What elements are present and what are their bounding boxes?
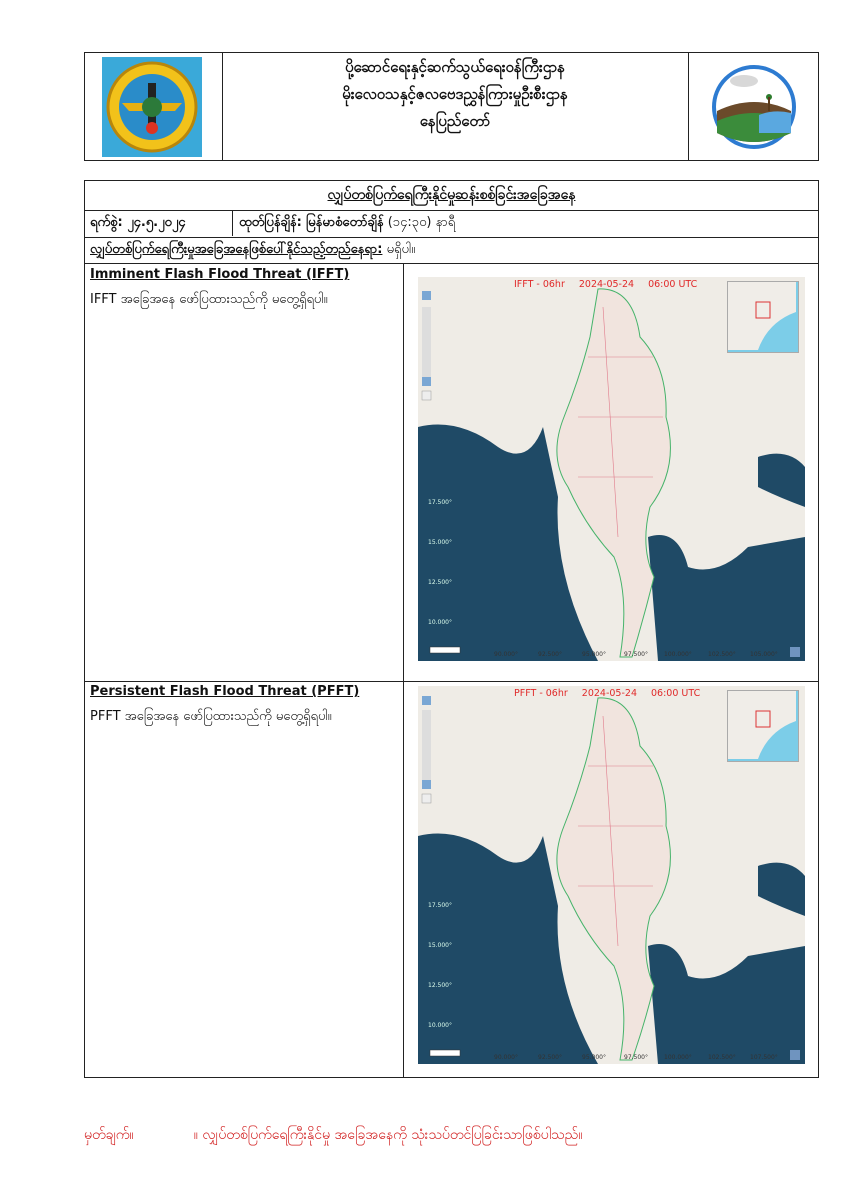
ifft-text-cell (85, 264, 404, 681)
issue-time-value: (၁၄:၃၀) နာရီ (387, 215, 456, 230)
date-cell (85, 210, 233, 236)
note-label: မှတ်ချက်။ (84, 1127, 134, 1143)
ministry-name: ပို့ဆောင်ရေးနှင့်ဆက်သွယ်ရေးဝန်ကြီးဌာန (345, 58, 565, 76)
note-text: ။ လျှပ်တစ်ပြက်ရေကြီးနိုင်မှု အခြေအနေကို သုံးသပ်တင်ပြခြင်းသာဖြစ်ပါသည်။ (193, 1127, 583, 1143)
ifft-map-title: IFFT - 06hr 2024-05-24 06:00 UTC (514, 279, 698, 290)
ifft-section (85, 264, 818, 682)
lat-label: 12.500° (428, 579, 452, 586)
ifft-map[interactable] (418, 277, 805, 661)
location-label: လျှပ်တစ်ပြက်ရေကြီးမှုအခြေအနေဖြစ်ပေါ်နိုင်သည့်တည်နေရာ: (90, 242, 383, 257)
ifft-body: IFFT အခြေအနေ ဖော်ပြထားသည်ကို မတွေ့ရှိရပါ။ (90, 292, 328, 307)
pfft-map[interactable] (418, 686, 805, 1064)
location-value: မရှိပါ။ (386, 242, 416, 257)
lat-label: 15.000° (428, 942, 452, 949)
pfft-overview-inset[interactable] (727, 690, 799, 762)
lat-label: 17.500° (428, 902, 452, 909)
issue-row (85, 210, 818, 238)
issue-time-cell (233, 210, 824, 236)
lon-label: 97.500° (624, 1054, 648, 1061)
lon-label: 97.500° (624, 651, 648, 658)
date-label: ရက်စွဲ: (90, 215, 123, 230)
department-name: မိုးလေဝသနှင့်ဇလဗေဒညွှန်ကြားမှုဦးစီးဌာန (342, 85, 568, 103)
pfft-map-title: PFFT - 06hr 2024-05-24 06:00 UTC (514, 688, 701, 699)
lon-label: 102.500° (708, 651, 736, 658)
pfft-text-cell (85, 681, 404, 1077)
lon-label: 92.500° (538, 651, 562, 658)
pfft-body: PFFT အခြေအနေ ဖော်ပြထားသည်ကို မတွေ့ရှိရပါ။ (90, 709, 332, 724)
city-name: နေပြည်တော် (419, 112, 491, 130)
lon-label: 90.000° (494, 651, 518, 658)
lon-label: 95.000° (582, 1054, 606, 1061)
ifft-overview-inset[interactable] (727, 281, 799, 353)
document-header (84, 52, 819, 161)
pfft-title: Persistent Flash Flood Threat (PFFT) (90, 684, 360, 699)
issue-time-zone: မြန်မာစံတော်ချိန် (306, 215, 384, 230)
lat-label: 10.000° (428, 619, 452, 626)
lat-label: 15.000° (428, 539, 452, 546)
ministry-logo (85, 53, 223, 160)
lon-label: 95.000° (582, 651, 606, 658)
pfft-section (85, 681, 818, 1077)
lon-label: 92.500° (538, 1054, 562, 1061)
lon-label: 105.000° (750, 651, 778, 658)
lon-label: 90.000° (494, 1054, 518, 1061)
lon-label: 107.500° (750, 1054, 778, 1061)
issue-time-label: ထုတ်ပြန်ချိန်: (239, 215, 302, 230)
lon-label: 102.500° (708, 1054, 736, 1061)
location-row (85, 237, 818, 264)
assessment-table (84, 180, 819, 1078)
table-title: လျှပ်တစ်ပြက်ရေကြီးနိုင်မှုဆန်းစစ်ခြင်းအခြေအနေ (85, 181, 818, 211)
hydrology-logo (688, 53, 819, 160)
lon-label: 100.000° (664, 1054, 692, 1061)
date-value: ၂၄.၅.၂၀၂၄ (127, 215, 186, 230)
lon-label: 100.000° (664, 651, 692, 658)
lat-label: 17.500° (428, 499, 452, 506)
lat-label: 10.000° (428, 1022, 452, 1029)
ifft-title: Imminent Flash Flood Threat (IFFT) (90, 267, 350, 282)
footer-note (84, 1125, 819, 1146)
header-text (222, 53, 688, 161)
lat-label: 12.500° (428, 982, 452, 989)
